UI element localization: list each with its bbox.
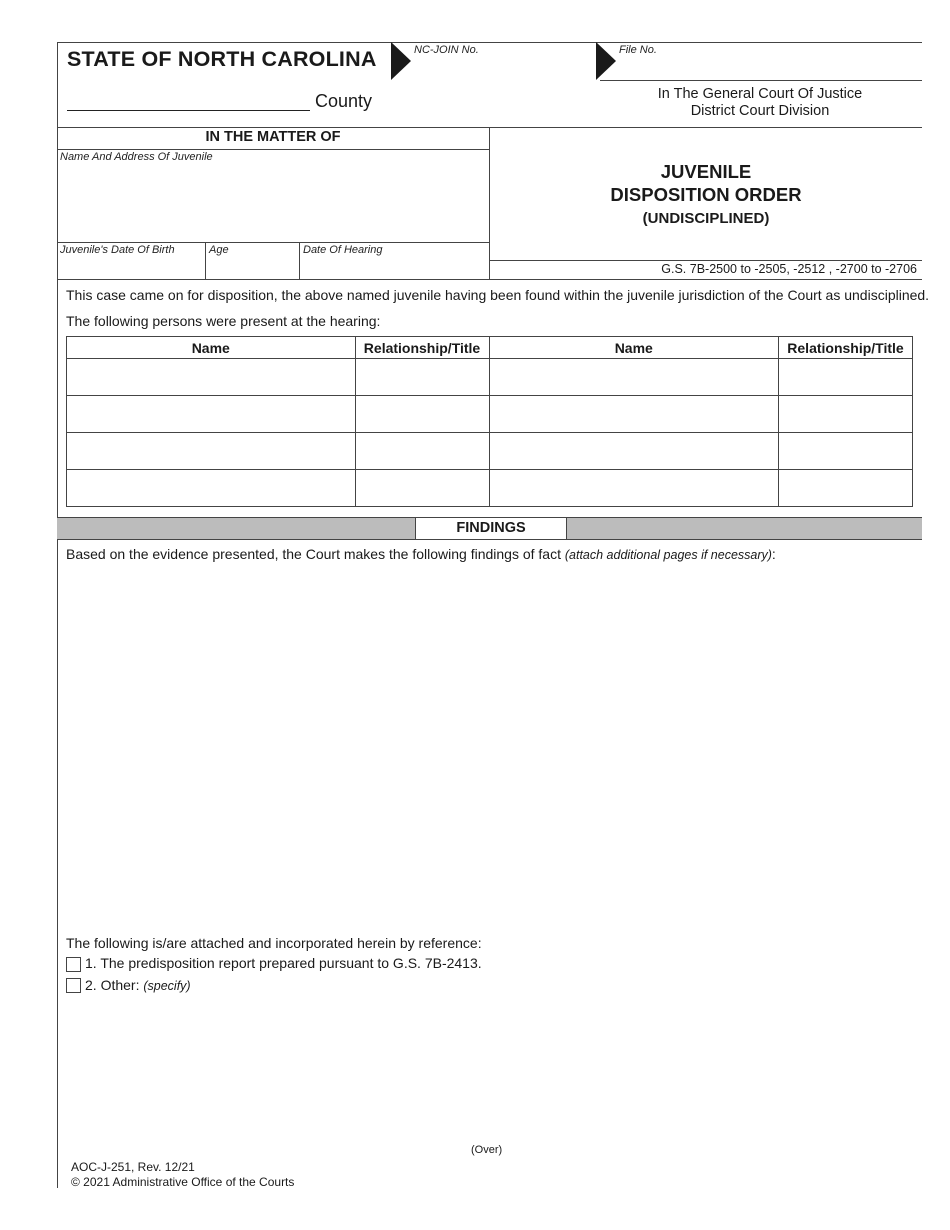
- name-cell[interactable]: [67, 396, 356, 433]
- relationship-cell[interactable]: [355, 433, 489, 470]
- name-cell[interactable]: [489, 359, 779, 396]
- county-label: County: [315, 91, 373, 111]
- header-divider: [600, 80, 922, 81]
- file-no-label: File No.: [619, 44, 657, 56]
- name-address-label: Name And Address Of Juvenile: [60, 151, 213, 163]
- relationship-cell[interactable]: [355, 470, 489, 507]
- table-row: [67, 396, 913, 433]
- disposition-text: This case came on for disposition, the above named juvenile having been found within the juvenile jurisdiction of the Court as undisciplined.: [66, 287, 930, 303]
- relationship-cell[interactable]: [355, 359, 489, 396]
- table-row: [67, 433, 913, 470]
- findings-intro: [66, 546, 776, 562]
- predisposition-checkbox[interactable]: [66, 957, 81, 972]
- top-border: [57, 42, 922, 43]
- copyright: © 2021 Administrative Office of the Courts: [71, 1175, 295, 1189]
- nc-join-arrow-icon: [391, 42, 411, 80]
- nc-join-label: NC-JOIN No.: [414, 44, 479, 56]
- table-row: [67, 359, 913, 396]
- other-label: [85, 977, 191, 993]
- over-note: (Over): [471, 1144, 503, 1156]
- county-input[interactable]: [67, 110, 310, 111]
- dob-field[interactable]: [58, 258, 204, 278]
- name-cell[interactable]: [489, 433, 779, 470]
- matter-heading: IN THE MATTER OF: [205, 129, 341, 145]
- form-title-line-2: DISPOSITION ORDER: [610, 184, 802, 205]
- age-field[interactable]: [206, 258, 298, 278]
- statute-line: [489, 260, 922, 261]
- hearing-date-label: Date Of Hearing: [303, 244, 383, 256]
- col-name-2: Name: [489, 337, 779, 359]
- name-cell[interactable]: [489, 396, 779, 433]
- state-title: STATE OF NORTH CAROLINA: [67, 47, 377, 71]
- name-cell[interactable]: [67, 470, 356, 507]
- court-division: [600, 86, 920, 120]
- col-relationship-2: Relationship/Title: [779, 337, 913, 359]
- relationship-cell[interactable]: [779, 396, 913, 433]
- table-header-row: [67, 337, 913, 359]
- table-row: [67, 470, 913, 507]
- other-checkbox[interactable]: [66, 978, 81, 993]
- form-title: [490, 160, 922, 227]
- file-no-arrow-icon: [596, 42, 616, 80]
- relationship-cell[interactable]: [779, 433, 913, 470]
- matter-bottom: [57, 279, 922, 280]
- form-id: AOC-J-251, Rev. 12/21: [71, 1160, 195, 1174]
- findings-intro-text: Based on the evidence presented, the Court makes the following findings of fact: [66, 546, 565, 562]
- persons-present-table: [66, 336, 913, 507]
- relationship-cell[interactable]: [355, 396, 489, 433]
- findings-heading: FINDINGS: [415, 517, 567, 540]
- relationship-cell[interactable]: [779, 470, 913, 507]
- matter-heading-line: [57, 149, 489, 150]
- statute-reference: G.S. 7B-2500 to -2505, -2512 , -2700 to -2706: [661, 262, 917, 276]
- court-line-2: District Court Division: [690, 103, 830, 119]
- col-name-1: Name: [67, 337, 356, 359]
- name-address-field[interactable]: [58, 165, 488, 241]
- hearing-date-field[interactable]: [300, 258, 488, 278]
- name-cell[interactable]: [67, 359, 356, 396]
- age-label: Age: [209, 244, 229, 256]
- court-line-1: In The General Court Of Justice: [657, 86, 863, 102]
- attachments-intro: The following is/are attached and incorporated herein by reference:: [66, 935, 482, 951]
- col-relationship-1: Relationship/Title: [355, 337, 489, 359]
- present-text: The following persons were present at the hearing:: [66, 313, 381, 329]
- other-specify-field[interactable]: [85, 997, 915, 1127]
- findings-intro-note: (attach additional pages if necessary): [564, 548, 772, 562]
- dob-label: Juvenile's Date Of Birth: [60, 244, 175, 256]
- form-title-line-3: (UNDISCIPLINED): [642, 210, 770, 227]
- findings-field[interactable]: [66, 568, 916, 928]
- relationship-cell[interactable]: [779, 359, 913, 396]
- form-title-line-1: JUVENILE: [660, 161, 752, 182]
- matter-mid-line: [57, 242, 489, 243]
- name-cell[interactable]: [489, 470, 779, 507]
- findings-intro-end: :: [771, 546, 776, 562]
- predisposition-label: 1. The predisposition report prepared pursuant to G.S. 7B-2413.: [85, 955, 482, 971]
- other-specify-note: (specify): [143, 979, 191, 993]
- name-cell[interactable]: [67, 433, 356, 470]
- other-label-text: 2. Other:: [85, 977, 144, 993]
